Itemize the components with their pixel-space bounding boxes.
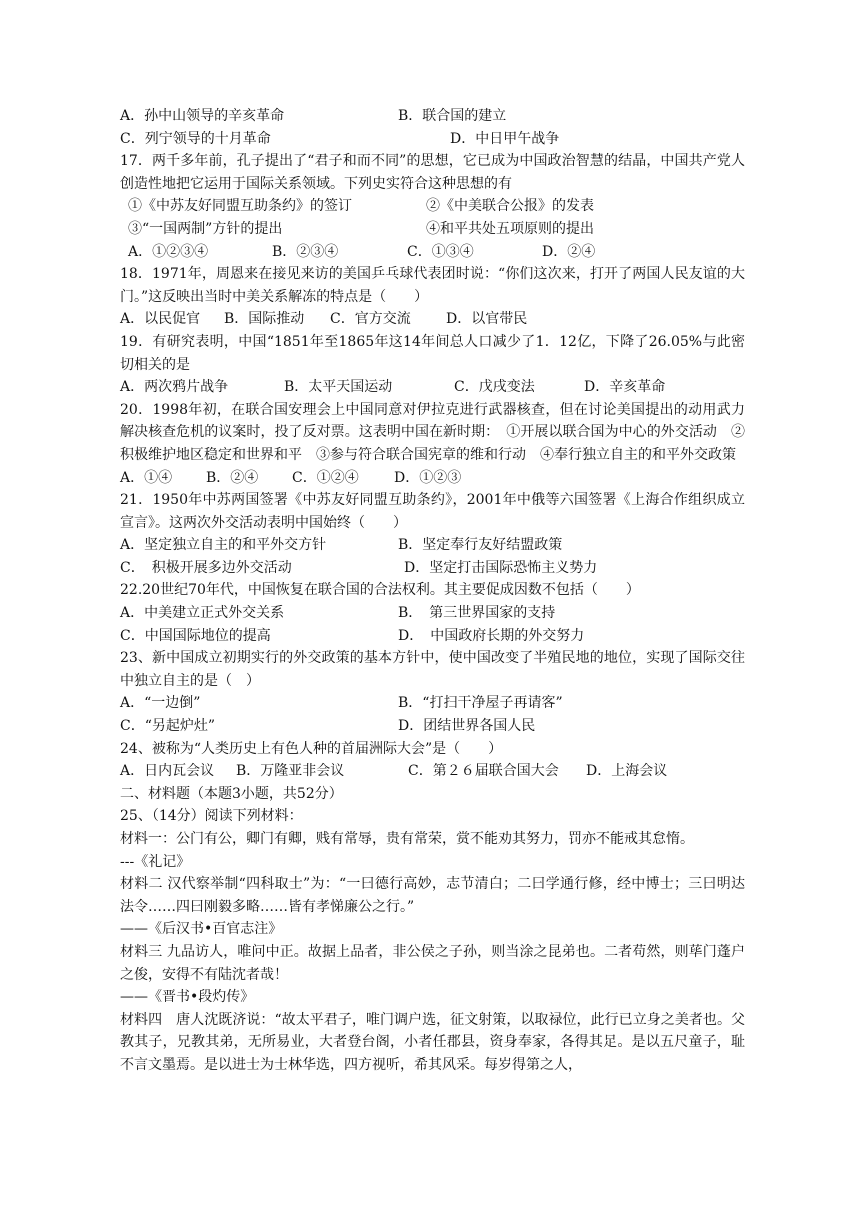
q22-option-d: D． 中国政府长期的外交努力 <box>398 627 585 644</box>
section-2-heading: 二、材料题（本题3小题，共52分） <box>120 785 343 802</box>
q17-option-d: D．②④ <box>542 243 596 260</box>
q16-option-a: A．孙中山领导的辛亥革命 <box>120 108 285 124</box>
q18-option-c: C．官方交流 <box>330 311 411 328</box>
q24-option-c: C．第２６届联合国大会 <box>408 763 559 780</box>
exam-page <box>120 105 745 1077</box>
q25-stem: 25、（14分）阅读下列材料： <box>120 808 303 825</box>
q19-option-d: D．辛亥革命 <box>584 379 666 396</box>
q16-options-row-1 <box>120 105 745 128</box>
q17-items-row-2 <box>120 218 745 241</box>
q22-option-a: A．中美建立正式外交关系 <box>120 605 285 622</box>
q21-option-d: D．坚定打击国际恐怖主义势力 <box>404 559 598 576</box>
q24-option-a: A．日内瓦会议 <box>120 763 215 780</box>
q24-option-b: B．万隆亚非会议 <box>236 763 345 780</box>
q22-option-b: B． 第三世界国家的支持 <box>398 605 556 622</box>
q16-options-row-2 <box>120 128 745 151</box>
q23-stem: 23、新中国成立初期实行的外交政策的基本方针中，使中国改变了半殖民地的地位，实现了国际交往中独立自主的是（ ） <box>120 650 745 689</box>
q25-material-3-source: ——《晋书•段灼传》 <box>120 989 255 1006</box>
q19-option-a: A．两次鸦片战争 <box>120 379 229 396</box>
q17-option-c: C．①③④ <box>407 243 474 260</box>
q20-option-b: B．②④ <box>206 469 259 486</box>
q20-option-a: A．①④ <box>120 469 173 486</box>
q17-option-b: B．②③④ <box>272 243 339 260</box>
q17-items-row-1 <box>120 195 745 218</box>
q20-option-c: C．①②④ <box>292 469 359 486</box>
q24-option-d: D．上海会议 <box>586 763 668 780</box>
q17-item-3: ③“一国两制”方针的提出 <box>128 220 283 237</box>
q18-option-b: B．国际推动 <box>224 311 305 328</box>
q25-material-4: 材料四 唐人沈既济说：“故太平君子，唯门调户选，征文射策，以取禄位，此行已立身之美者也。父教其子，兄教其弟，无所易业，大者登台阁，小者任郡县，资身奉家，各得其足。是以五尺童子，耻不言文墨焉。是以进士为士林华选，四方视听，希其风采。每岁得第之人， <box>120 1011 745 1073</box>
q17-item-2: ②《中美联合公报》的发表 <box>426 198 594 215</box>
q25-material-2: 材料二 汉代察举制“四科取士”为：“一曰德行高妙，志节清白；二曰学通行修，经中博士；三曰明达法令……四曰刚毅多略……皆有孝悌廉公之行。” <box>120 876 745 915</box>
q18-option-a: A．以民促官 <box>120 311 201 328</box>
q25-material-1-source: ---《礼记》 <box>120 853 191 870</box>
q21-option-a: A．坚定独立自主的和平外交方针 <box>120 537 327 554</box>
q21-option-b: B．坚定奉行友好结盟政策 <box>398 537 563 554</box>
q16-option-d: D．中日甲午战争 <box>450 130 560 147</box>
q23-option-b: B．“打扫干净屋子再请客” <box>398 695 563 712</box>
q22-options-row-2 <box>120 625 745 648</box>
q17-item-4: ④和平共处五项原则的提出 <box>426 220 594 237</box>
q22-option-c: C．中国国际地位的提高 <box>120 627 271 644</box>
q16-option-c: C．列宁领导的十月革命 <box>120 130 271 147</box>
q20-stem: 20．1998年初，在联合国安理会上中国同意对伊拉克进行武器核查，但在讨论美国提出的动用武力解决核查危机的议案时，投了反对票。这表明中国在新时期： ①开展以联合国为中心的外交活动 ②积极维护地区稳定和世界和平 ③参与符合联合国宪章的维和行动 ④奉行独立自主的和平外交政策 <box>120 401 745 463</box>
q23-option-c: C．“另起炉灶” <box>120 718 216 735</box>
q25-material-3: 材料三 九品访人，唯问中正。故据上品者，非公侯之子孙，则当涂之昆弟也。二者苟然，则荜门蓬户之俊，安得不有陆沈者哉！ <box>120 943 745 983</box>
q17-option-a: A．①②③④ <box>128 243 209 260</box>
q23-option-d: D．团结世界各国人民 <box>398 718 536 735</box>
q24-stem: 24、被称为“人类历史上有色人种的首届洲际大会”是（ ） <box>120 740 503 757</box>
q23-options-row-1 <box>120 692 745 715</box>
q19-options-row <box>120 376 745 399</box>
q25-material-1: 材料一：公门有公，卿门有卿，贱有常辱，贵有常荣，赏不能劝其努力，罚亦不能戒其怠惰。 <box>120 831 694 847</box>
q20-options-row <box>120 467 745 490</box>
q22-stem: 22.20世纪70年代，中国恢复在联合国的合法权利。其主要促成因数不包括（ ） <box>120 582 640 599</box>
q21-option-c: C． 积极开展多边外交活动 <box>120 559 292 576</box>
q24-options-row <box>120 760 745 783</box>
q19-stem: 19．有研究表明，中国“1851年至1865年这14年间总人口减少了1．12亿，下降了26.05%与此密切相关的是 <box>120 333 745 373</box>
q23-options-row-2 <box>120 715 745 738</box>
q19-option-c: C．戊戌变法 <box>454 379 535 396</box>
q20-option-d: D．①②③ <box>394 469 462 486</box>
q21-options-row-2 <box>120 557 745 580</box>
q18-option-d: D．以官带民 <box>446 311 528 328</box>
q21-options-row-1 <box>120 534 745 557</box>
q17-options-row <box>120 241 745 264</box>
q23-option-a: A．“一边倒” <box>120 695 201 712</box>
q17-item-1: ①《中苏友好同盟互助条约》的签订 <box>128 198 352 215</box>
q16-option-b: B．联合国的建立 <box>398 108 507 124</box>
q17-stem: 17．两千多年前，孔子提出了“君子和而不同”的思想，它已成为中国政治智慧的结晶，中国共产党人创造性地把它运用于国际关系领域。下列史实符合这种思想的有 <box>120 153 745 192</box>
q19-option-b: B．太平天国运动 <box>284 379 393 396</box>
q18-stem: 18．1971年，周恩来在接见来访的美国乒乓球代表团时说：“你们这次来，打开了两国人民友谊的大门。”这反映出当时中美关系解冻的特点是（ ） <box>120 266 745 305</box>
q25-material-2-source: ——《后汉书•百官志注》 <box>120 921 283 938</box>
q21-stem: 21．1950年中苏两国签署《中苏友好同盟互助条约》，2001年中俄等六国签署《上海合作组织成立宣言》。这两次外交活动表明中国始终（ ） <box>120 492 745 531</box>
q18-options-row <box>120 308 745 331</box>
q22-options-row-1 <box>120 602 745 625</box>
